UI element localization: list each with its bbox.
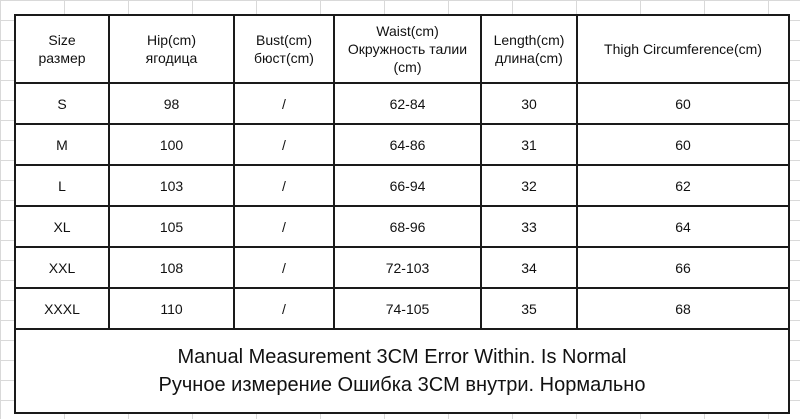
cell-bust: / [234,247,334,288]
header-thigh [577,15,789,83]
measurement-note [15,329,789,413]
cell-waist: 66-94 [334,165,481,206]
header-line: бюст(cm) [254,50,314,66]
cell-hip: 108 [109,247,234,288]
header-line: Length(cm) [493,32,565,48]
header-line: Size [48,32,76,48]
cell-hip: 100 [109,124,234,165]
table-row [15,83,789,124]
note-line-english: Manual Measurement 3CM Error Within. Is Normal [177,346,627,368]
header-bust [234,15,334,83]
table-row [15,288,789,329]
header-line: размер [38,50,86,66]
cell-bust: / [234,288,334,329]
note-line-russian: Ручное измерение Ошибка 3CM внутри. Нормально [158,374,646,396]
header-line: ягодица [145,50,198,66]
header-row [15,15,789,83]
cell-thigh: 68 [577,288,789,329]
cell-waist: 64-86 [334,124,481,165]
header-size [15,15,109,83]
cell-length: 32 [481,165,577,206]
cell-size: M [15,124,109,165]
cell-thigh: 60 [577,124,789,165]
header-line: Bust(cm) [256,32,312,48]
cell-hip: 98 [109,83,234,124]
cell-bust: / [234,124,334,165]
note-row [15,329,789,413]
header-length [481,15,577,83]
cell-hip: 110 [109,288,234,329]
cell-waist: 68-96 [334,206,481,247]
header-line: Thigh Circumference(cm) [604,41,762,57]
table-row [15,165,789,206]
header-line: Окружность талии [347,41,468,57]
cell-thigh: 64 [577,206,789,247]
table-row [15,206,789,247]
cell-waist: 72-103 [334,247,481,288]
table-row [15,247,789,288]
cell-length: 34 [481,247,577,288]
cell-thigh: 60 [577,83,789,124]
size-chart-table [14,14,790,414]
cell-size: XXL [15,247,109,288]
header-line: длина(cm) [495,50,563,66]
cell-thigh: 62 [577,165,789,206]
header-hip [109,15,234,83]
header-line: Hip(cm) [147,32,196,48]
header-waist [334,15,481,83]
cell-waist: 62-84 [334,83,481,124]
cell-length: 33 [481,206,577,247]
cell-hip: 103 [109,165,234,206]
cell-size: XL [15,206,109,247]
cell-length: 31 [481,124,577,165]
cell-size: XXXL [15,288,109,329]
table-row [15,124,789,165]
cell-size: L [15,165,109,206]
cell-length: 35 [481,288,577,329]
cell-length: 30 [481,83,577,124]
cell-bust: / [234,206,334,247]
cell-hip: 105 [109,206,234,247]
cell-waist: 74-105 [334,288,481,329]
header-line: Waist(cm) [376,23,439,39]
cell-bust: / [234,165,334,206]
cell-size: S [15,83,109,124]
cell-thigh: 66 [577,247,789,288]
header-line: (cm) [393,59,422,75]
cell-bust: / [234,83,334,124]
